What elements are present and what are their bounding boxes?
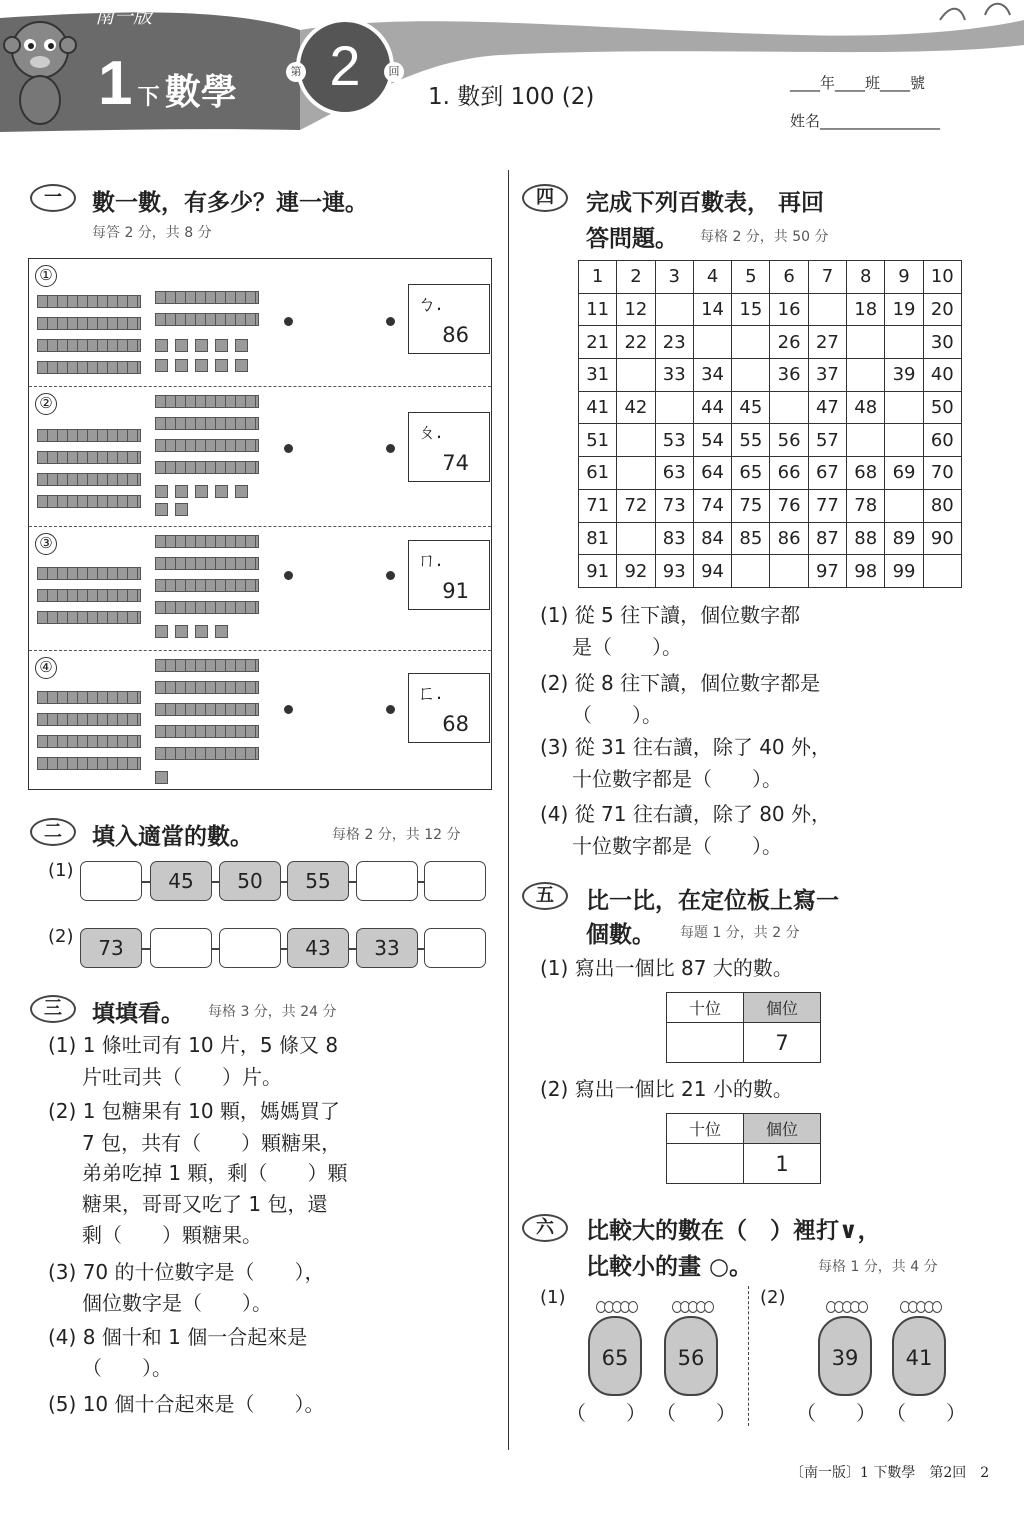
hundred-chart-cell[interactable]: [885, 326, 923, 359]
tens-input[interactable]: [667, 1023, 744, 1063]
unit-cube: [195, 625, 208, 638]
hundred-chart-row: [579, 293, 962, 326]
ten-bar: [155, 461, 259, 474]
match-dot-left-4[interactable]: [284, 705, 293, 714]
box-connector: [142, 948, 150, 950]
question-text: 剩（ ）顆糖果。: [82, 1223, 262, 1247]
hundred-chart-cell: 72: [617, 489, 655, 522]
ten-bar: [155, 659, 259, 672]
ten-bar: [155, 601, 259, 614]
sequence-box[interactable]: [424, 861, 486, 901]
unit-cube: [195, 339, 208, 352]
hundred-chart-cell: 64: [693, 457, 731, 490]
toes-icon: [586, 1298, 648, 1320]
hundred-chart-cell: 45: [732, 391, 770, 424]
question-text: （ ）。: [82, 1356, 172, 1380]
footprint-card: [664, 1316, 718, 1396]
hundred-chart-cell: 6: [770, 261, 808, 294]
hundred-chart-cell: 68: [847, 457, 885, 490]
ten-bar: [155, 681, 259, 694]
hundred-chart-cell[interactable]: [617, 522, 655, 555]
ones-header: 個位: [744, 1114, 821, 1144]
hundred-chart-cell: 99: [885, 555, 923, 588]
box-connector: [142, 881, 150, 883]
answer-paren[interactable]: （ ）: [886, 1401, 966, 1425]
match-dot-right-1[interactable]: [386, 317, 395, 326]
subject-label: 數學: [164, 72, 237, 113]
section4-note: 每格 2 分，共 50 分: [700, 229, 829, 245]
section1-title: 數一數，有多少？連一連。: [92, 190, 368, 216]
hundred-chart-cell: 71: [579, 489, 617, 522]
hundred-chart-cell[interactable]: [770, 555, 808, 588]
round-prefix: 第: [286, 62, 306, 82]
unit-cube: [155, 485, 168, 498]
match-row-number: ③: [35, 533, 57, 555]
hundred-chart-cell: 1: [579, 261, 617, 294]
sequence-box: 45: [150, 861, 212, 901]
match-row-number: ④: [35, 657, 57, 679]
hundred-chart-cell[interactable]: [617, 457, 655, 490]
hundred-chart-cell: 51: [579, 424, 617, 457]
footprint-number: 65: [601, 1346, 629, 1370]
unit-cube: [235, 359, 248, 372]
question-text: (4) 從 71 往右讀，除了 80 外，: [540, 802, 832, 826]
match-row-number: ①: [35, 265, 57, 287]
unit-cube: [155, 503, 168, 516]
hundred-chart-cell: 67: [808, 457, 846, 490]
section2-note: 每格 2 分，共 12 分: [332, 827, 461, 843]
section4-title: 完成下列百數表， 再回: [586, 190, 825, 216]
hundred-chart-row: [579, 555, 962, 588]
tens-header: 十位: [667, 993, 744, 1023]
hundred-chart-cell: 31: [579, 359, 617, 392]
ten-bar: [37, 361, 141, 374]
ten-bar: [37, 317, 141, 330]
ten-bar: [155, 725, 259, 738]
hundred-chart-cell: 50: [923, 391, 961, 424]
unit-cube: [175, 503, 188, 516]
hundred-chart-row: [579, 457, 962, 490]
section3-badge: 三: [30, 995, 76, 1023]
ten-bar: [155, 703, 259, 716]
unit-cube: [155, 625, 168, 638]
sequence-box[interactable]: [219, 928, 281, 968]
ones-value: 7: [744, 1023, 821, 1063]
unit-cube: [215, 359, 228, 372]
match-dot-right-3[interactable]: [386, 571, 395, 580]
hundred-chart-cell: 98: [847, 555, 885, 588]
question-text: (1) 寫出一個比 87 大的數。: [540, 956, 793, 980]
section5-note: 每題 1 分，共 2 分: [680, 925, 800, 941]
question-text: 7 包，共有（ ）顆糖果，: [82, 1131, 342, 1155]
ten-bar: [37, 473, 141, 486]
hundred-chart-cell: 57: [808, 424, 846, 457]
question-text: (2) 1 包糖果有 10 顆，媽媽買了: [48, 1099, 340, 1123]
unit-cube: [175, 485, 188, 498]
hundred-chart-cell: 40: [923, 359, 961, 392]
hundred-chart-cell[interactable]: [655, 391, 693, 424]
footprint-card: [588, 1316, 642, 1396]
hundred-chart-cell: 63: [655, 457, 693, 490]
hundred-chart-row: [579, 326, 962, 359]
grade-number: 1: [98, 49, 133, 118]
section1-note: 每答 2 分，共 8 分: [92, 225, 212, 241]
match-dot-left-1[interactable]: [284, 317, 293, 326]
hundred-chart-cell: 22: [617, 326, 655, 359]
ten-bar: [37, 429, 141, 442]
hundred-chart-row: [579, 489, 962, 522]
hundred-chart-cell: 12: [617, 293, 655, 326]
question-text: 是（ ）。: [572, 635, 682, 659]
hundred-chart-cell: 92: [617, 555, 655, 588]
hundred-chart-cell[interactable]: [655, 293, 693, 326]
match-dot-right-2[interactable]: [386, 444, 395, 453]
section2-badge: 二: [30, 818, 76, 846]
hundred-chart-cell: 94: [693, 555, 731, 588]
name-field[interactable]: 姓名________________: [790, 112, 941, 130]
tens-header: 十位: [667, 1114, 744, 1144]
ten-bar: [155, 313, 259, 326]
question-text: (3) 從 31 往右讀，除了 40 外，: [540, 735, 832, 759]
ten-bar: [155, 417, 259, 430]
question-text: (5) 10 個十合起來是（ ）。: [48, 1392, 325, 1416]
ten-bar: [37, 691, 141, 704]
hundred-chart-cell: 78: [847, 489, 885, 522]
hundred-chart-cell: 5: [732, 261, 770, 294]
footprint-number: 39: [831, 1346, 859, 1370]
hundred-chart-cell: 34: [693, 359, 731, 392]
section5-badge: 五: [522, 882, 568, 910]
answer-paren[interactable]: （ ）: [566, 1401, 646, 1425]
ten-bar: [155, 291, 259, 304]
hundred-chart-cell: 19: [885, 293, 923, 326]
sequence-box: 55: [287, 861, 349, 901]
sequence-box: 33: [356, 928, 418, 968]
row1-label: (1): [48, 860, 74, 881]
question-text: (1) 從 5 往下讀，個位數字都: [540, 603, 801, 627]
toes-icon: [890, 1298, 952, 1320]
hundred-chart-cell: 83: [655, 522, 693, 555]
hundred-chart-cell: 33: [655, 359, 693, 392]
answer-value: 91: [442, 579, 469, 603]
sequence-box: 43: [287, 928, 349, 968]
publisher-series: 南一版: [95, 6, 153, 28]
toes-icon: [662, 1298, 724, 1320]
hundred-chart-cell: 73: [655, 489, 693, 522]
unit-cube: [235, 339, 248, 352]
hundred-chart-row: [579, 261, 962, 294]
footprint-number: 56: [677, 1346, 705, 1370]
match-dot-left-2[interactable]: [284, 444, 293, 453]
answer-letter: ㄈ.: [417, 682, 443, 704]
lesson-title: 1. 數到 100 (2): [428, 84, 595, 110]
hundred-chart-cell[interactable]: [732, 326, 770, 359]
hundred-chart-cell: 85: [732, 522, 770, 555]
hundred-chart-cell: 11: [579, 293, 617, 326]
part2-label: (2): [760, 1287, 786, 1308]
hundred-chart-cell: 76: [770, 489, 808, 522]
tens-input[interactable]: [667, 1144, 744, 1184]
unit-cube: [215, 485, 228, 498]
hundred-chart-cell[interactable]: [770, 391, 808, 424]
match-dot-left-3[interactable]: [284, 571, 293, 580]
hundred-chart-cell: 70: [923, 457, 961, 490]
hundred-chart-cell: 44: [693, 391, 731, 424]
answer-box-4: [408, 673, 490, 743]
hundred-chart-cell: 42: [617, 391, 655, 424]
answer-box-3: [408, 540, 490, 610]
hundred-chart-cell: 14: [693, 293, 731, 326]
ten-bar: [155, 557, 259, 570]
hundred-chart-cell[interactable]: [847, 424, 885, 457]
question-text: (3) 70 的十位數字是（ ），: [48, 1260, 325, 1284]
hundred-chart-cell: 21: [579, 326, 617, 359]
sequence-box: 73: [80, 928, 142, 968]
ten-bar: [37, 589, 141, 602]
hundred-chart-cell: 30: [923, 326, 961, 359]
hundred-chart-cell[interactable]: [847, 359, 885, 392]
unit-cube: [195, 485, 208, 498]
unit-cube: [235, 485, 248, 498]
page-header: [0, 0, 1024, 140]
hundred-chart-cell: 36: [770, 359, 808, 392]
footprint-card: [818, 1316, 872, 1396]
answer-value: 74: [442, 451, 469, 475]
section6-note: 每格 1 分，共 4 分: [818, 1259, 938, 1275]
hundred-chart-cell: 20: [923, 293, 961, 326]
section5-title-cont: 個數。: [586, 922, 655, 948]
hundred-chart-cell: 65: [732, 457, 770, 490]
hundred-chart-cell: 18: [847, 293, 885, 326]
section6-title-cont: 比較小的畫 ○。: [586, 1254, 753, 1280]
unit-cube: [155, 339, 168, 352]
hundred-chart-cell[interactable]: [732, 555, 770, 588]
unit-cube: [175, 359, 188, 372]
ones-header: 個位: [744, 993, 821, 1023]
hundred-chart-cell: 56: [770, 424, 808, 457]
toes-icon: [816, 1298, 878, 1320]
question-text: (4) 8 個十和 1 個一合起來是: [48, 1325, 308, 1349]
ones-value: 1: [744, 1144, 821, 1184]
hundred-chart-cell: 91: [579, 555, 617, 588]
sequence-box[interactable]: [356, 861, 418, 901]
section4-title-cont: 答問題。: [586, 226, 678, 252]
section4-badge: 四: [522, 184, 568, 212]
question-text: (2) 從 8 往下讀，個位數字都是: [540, 671, 821, 695]
hundred-chart-cell[interactable]: [847, 326, 885, 359]
hundred-chart-cell: 86: [770, 522, 808, 555]
hundred-chart: [578, 260, 962, 588]
question-text: 十位數字都是（ ）。: [572, 834, 782, 858]
hundred-chart-cell: 8: [847, 261, 885, 294]
row2-label: (2): [48, 926, 74, 947]
hundred-chart-row: [579, 522, 962, 555]
hundred-chart-cell: 26: [770, 326, 808, 359]
hundred-chart-cell: 53: [655, 424, 693, 457]
grade-subject-label: [98, 48, 288, 120]
section1-badge: 一: [30, 184, 76, 212]
section6-title: 比較大的數在（ ）裡打∨，: [586, 1218, 881, 1244]
hundred-chart-row: [579, 359, 962, 392]
footprint-number: 41: [905, 1346, 933, 1370]
hundred-chart-cell: 27: [808, 326, 846, 359]
hundred-chart-cell: 47: [808, 391, 846, 424]
hundred-chart-cell: 66: [770, 457, 808, 490]
hundred-chart-cell: 7: [808, 261, 846, 294]
hundred-chart-cell: 81: [579, 522, 617, 555]
hundred-chart-cell: 93: [655, 555, 693, 588]
hundred-chart-cell: 77: [808, 489, 846, 522]
round-badge: [290, 18, 400, 116]
hundred-chart-cell: 48: [847, 391, 885, 424]
ten-bar: [37, 713, 141, 726]
hundred-chart-cell: 87: [808, 522, 846, 555]
hundred-chart-cell: 55: [732, 424, 770, 457]
ten-bar: [37, 339, 141, 352]
hundred-chart-row: [579, 391, 962, 424]
hundred-chart-cell[interactable]: [885, 489, 923, 522]
unit-cube: [175, 625, 188, 638]
section5-title: 比一比，在定位板上寫一: [586, 888, 839, 914]
match-dot-right-4[interactable]: [386, 705, 395, 714]
question-text: 十位數字都是（ ）。: [572, 767, 782, 791]
hundred-chart-cell: 15: [732, 293, 770, 326]
question-text: (1) 1 條吐司有 10 片，5 條又 8: [48, 1033, 339, 1057]
section2-title: 填入適當的數。: [92, 824, 253, 850]
ten-bar: [155, 579, 259, 592]
part1-label: (1): [540, 1287, 566, 1308]
question-text: 個位數字是（ ）。: [82, 1291, 272, 1315]
hundred-chart-cell: 75: [732, 489, 770, 522]
hundred-chart-cell: 9: [885, 261, 923, 294]
hundred-chart-cell: 80: [923, 489, 961, 522]
hundred-chart-cell[interactable]: [617, 359, 655, 392]
hundred-chart-cell: 16: [770, 293, 808, 326]
unit-cube: [175, 339, 188, 352]
hundred-chart-cell: 84: [693, 522, 731, 555]
hundred-chart-cell: 37: [808, 359, 846, 392]
answer-paren[interactable]: （ ）: [796, 1401, 876, 1425]
hundred-chart-cell: 54: [693, 424, 731, 457]
round-number: 2: [329, 34, 361, 97]
sequence-box[interactable]: [150, 928, 212, 968]
page-footer: 〔南一版〕1 下數學 第2回 2: [790, 1465, 990, 1481]
answer-box-2: [408, 412, 490, 482]
section6-badge: 六: [522, 1214, 568, 1242]
hundred-chart-cell: 2: [617, 261, 655, 294]
unit-cube: [155, 359, 168, 372]
unit-cube: [215, 339, 228, 352]
term-label: 下: [137, 85, 160, 110]
hundred-chart-cell: 89: [885, 522, 923, 555]
place-value-board-1: [666, 992, 821, 1063]
ten-bar: [155, 747, 259, 760]
sequence-box[interactable]: [80, 861, 142, 901]
hundred-chart-cell: 90: [923, 522, 961, 555]
ten-bar: [155, 535, 259, 548]
hundred-chart-cell: 61: [579, 457, 617, 490]
hundred-chart-cell[interactable]: [923, 555, 961, 588]
ten-bar: [155, 439, 259, 452]
round-suffix: 回: [384, 62, 404, 82]
hundred-chart-cell[interactable]: [617, 424, 655, 457]
ten-bar: [37, 735, 141, 748]
hundred-chart-cell: 10: [923, 261, 961, 294]
answer-box-1: [408, 284, 490, 354]
answer-letter: ㄆ.: [417, 421, 443, 443]
hundred-chart-cell: 97: [808, 555, 846, 588]
hundred-chart-cell: 3: [655, 261, 693, 294]
sequence-box: 50: [219, 861, 281, 901]
hundred-chart-row: [579, 424, 962, 457]
match-row-number: ②: [35, 393, 57, 415]
ten-bar: [37, 495, 141, 508]
ten-bar: [37, 757, 141, 770]
hundred-chart-cell: 69: [885, 457, 923, 490]
answer-letter: ㄅ.: [417, 293, 443, 315]
hundred-chart-cell: 39: [885, 359, 923, 392]
hundred-chart-cell[interactable]: [808, 293, 846, 326]
footprint-card: [892, 1316, 946, 1396]
class-info-field[interactable]: ____年____班____號: [790, 74, 926, 92]
question-text: (2) 寫出一個比 21 小的數。: [540, 1077, 793, 1101]
answer-value: 86: [442, 323, 469, 347]
hundred-chart-cell: 23: [655, 326, 693, 359]
ten-bar: [37, 611, 141, 624]
part-divider: [748, 1286, 749, 1426]
ten-bar: [37, 295, 141, 308]
hundred-chart-cell[interactable]: [885, 424, 923, 457]
column-divider: [508, 170, 509, 1450]
hundred-chart-cell[interactable]: [885, 391, 923, 424]
question-text: 弟弟吃掉 1 顆，剩（ ）顆: [82, 1161, 348, 1185]
hundred-chart-cell: 60: [923, 424, 961, 457]
ten-bar: [155, 395, 259, 408]
section3-title: 填填看。: [92, 1001, 184, 1027]
answer-value: 68: [442, 712, 469, 736]
hundred-chart-cell: 4: [693, 261, 731, 294]
answer-letter: ㄇ.: [417, 549, 443, 571]
unit-cube: [195, 359, 208, 372]
unit-cube: [155, 771, 168, 784]
section3-note: 每格 3 分，共 24 分: [208, 1004, 337, 1020]
hundred-chart-cell[interactable]: [693, 326, 731, 359]
hundred-chart-cell: 88: [847, 522, 885, 555]
question-text: 糖果，哥哥又吃了 1 包，還: [82, 1192, 328, 1216]
unit-cube: [215, 625, 228, 638]
sequence-box[interactable]: [424, 928, 486, 968]
hundred-chart-cell[interactable]: [732, 359, 770, 392]
ten-bar: [37, 567, 141, 580]
answer-paren[interactable]: （ ）: [656, 1401, 736, 1425]
question-text: （ ）。: [572, 703, 662, 727]
question-text: 片吐司共（ ）片。: [82, 1065, 282, 1089]
hundred-chart-cell: 74: [693, 489, 731, 522]
ten-bar: [37, 451, 141, 464]
hundred-chart-cell: 41: [579, 391, 617, 424]
place-value-board-2: [666, 1113, 821, 1184]
